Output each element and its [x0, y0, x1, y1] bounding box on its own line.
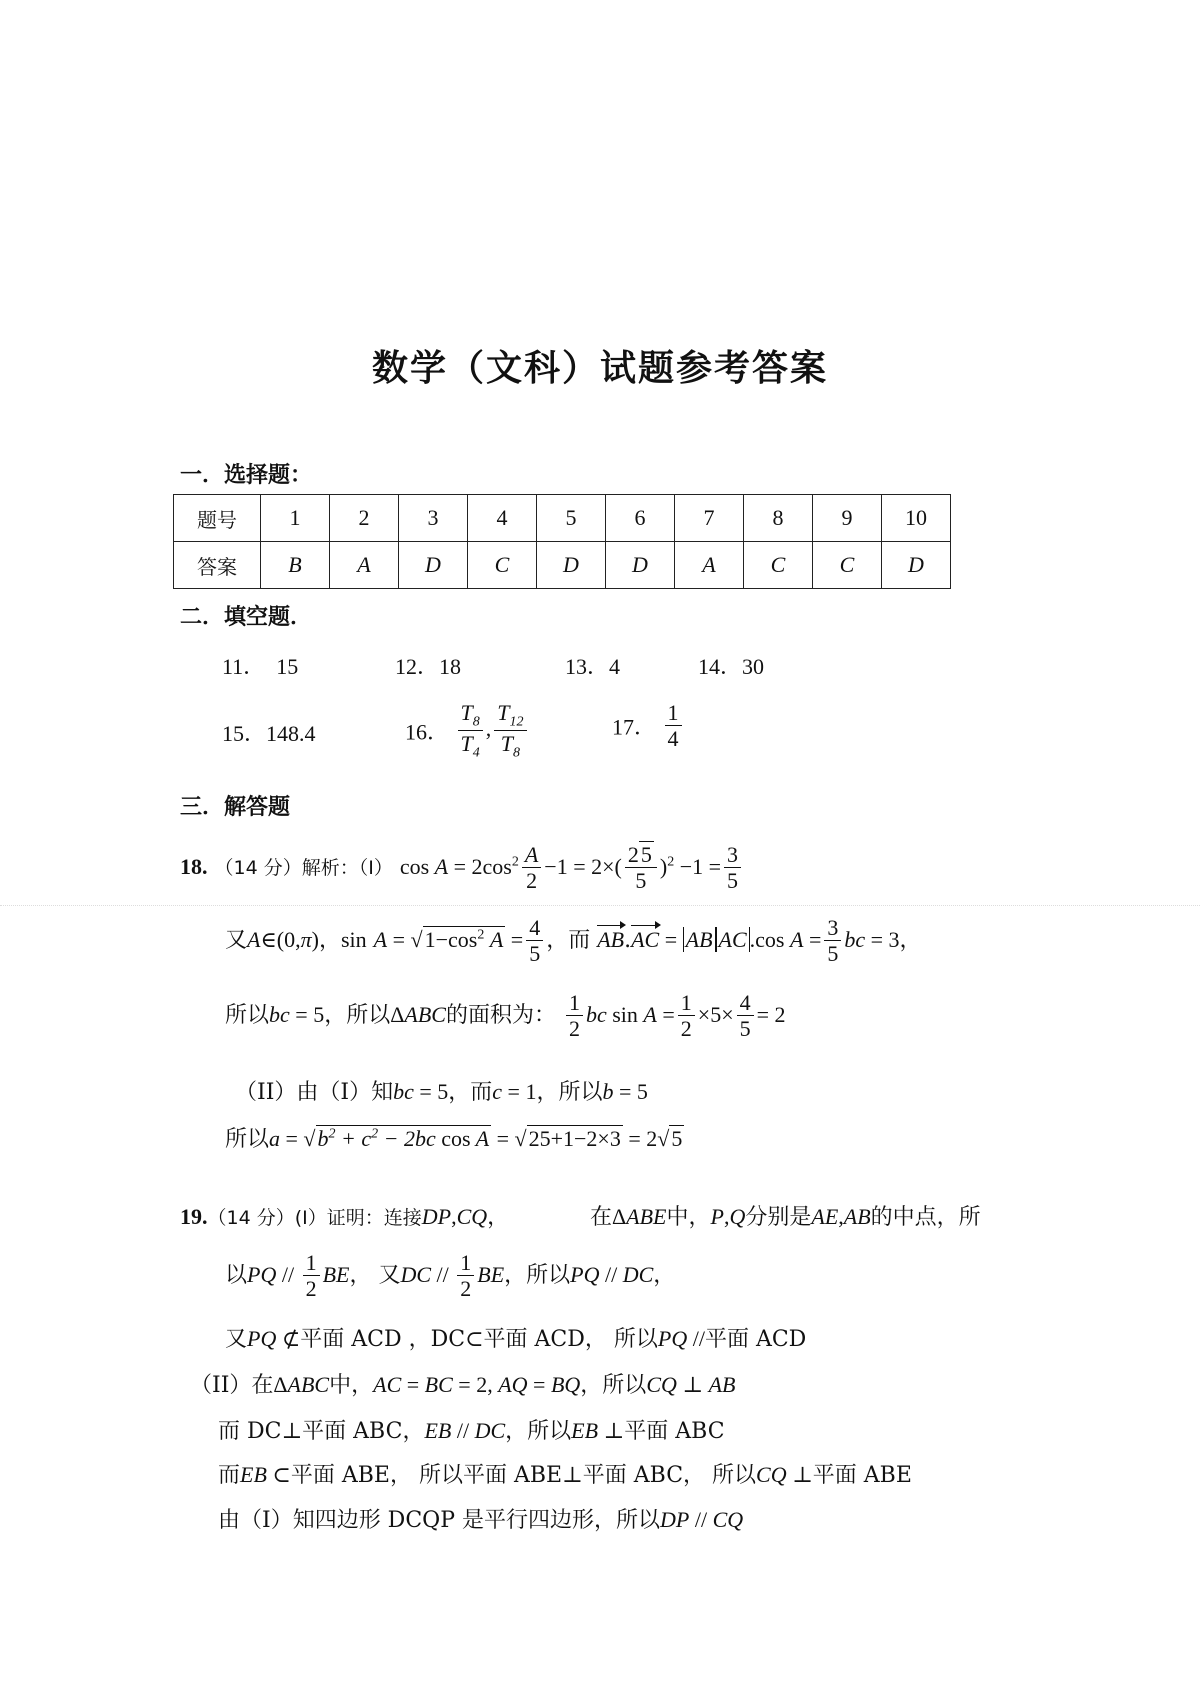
- table-cell: 6: [606, 495, 675, 542]
- fill-answer-16: 16． $\frac{T_8}{T_4}$ , $\frac{T_{12}}{T_8}$: [405, 700, 530, 762]
- table-cell: D: [882, 542, 951, 589]
- q18-line-4: （II）由（I）知bc = 5，而c = 1，所以b = 5: [235, 1079, 648, 1105]
- table-cell: A: [675, 542, 744, 589]
- q19-line-3: 又PQ ⊄平面 ACD ，DC⊂平面 ACD， 所以PQ //平面 ACD: [225, 1326, 807, 1352]
- fill-answer-15: 15．148.4: [222, 721, 316, 746]
- q19-line-5: 而 DC⊥平面 ABC，EB // DC，所以EB ⊥平面 ABC: [218, 1418, 725, 1444]
- fill-answer-11: 11． 15: [222, 654, 299, 679]
- table-cell: C: [468, 542, 537, 589]
- table-cell: 1: [261, 495, 330, 542]
- table-header-number: 题号: [174, 495, 261, 542]
- q19-line-4: （II）在ΔABC中，AC = BC = 2, AQ = BQ，所以CQ ⊥ AB: [190, 1372, 736, 1398]
- table-cell: 8: [744, 495, 813, 542]
- table-cell: C: [744, 542, 813, 589]
- table-cell: D: [399, 542, 468, 589]
- table-cell: 4: [468, 495, 537, 542]
- section-fill-heading: 二．填空题．: [180, 604, 313, 630]
- table-cell: D: [606, 542, 675, 589]
- q18-line-1: 18. （14 分）解析：（I） $\cos A = 2\cos^2$ $\frac{A}{2}$ −1 = 2×( $\frac{25}{5}$ )$^2$ −1 = $\frac{3}{5}$: [180, 842, 744, 894]
- q19-line-7: 由（I）知四边形 DCQP 是平行四边形，所以DP // CQ: [218, 1507, 744, 1533]
- table-cell: D: [537, 542, 606, 589]
- page-title: 数学（文科）试题参考答案: [371, 347, 828, 389]
- fill-answer-12: 12．18: [395, 654, 462, 679]
- fill-answer-13: 13．4: [565, 654, 621, 679]
- table-row-numbers: [174, 495, 951, 542]
- divider: [0, 905, 1200, 906]
- q19-line-2: 以PQ // $\frac{1}{2}$ BE， 又DC // $\frac{1}{2}$ BE，所以PQ // DC，: [225, 1250, 676, 1302]
- table-cell: C: [813, 542, 882, 589]
- q19-line-6: 而EB ⊂平面 ABE， 所以平面 ABE⊥平面 ABC， 所以CQ ⊥平面 ABE: [218, 1462, 912, 1488]
- table-cell: 5: [537, 495, 606, 542]
- choice-answer-table: [173, 494, 951, 589]
- table-cell: 2: [330, 495, 399, 542]
- table-cell: 10: [882, 495, 951, 542]
- fill-answer-14: 14．30: [698, 654, 765, 679]
- table-header-answer: 答案: [174, 542, 261, 589]
- table-cell: 3: [399, 495, 468, 542]
- table-cell: B: [261, 542, 330, 589]
- section-solution-heading: 三．解答题: [180, 794, 291, 820]
- q18-line-3: 所以bc = 5，所以ΔABC的面积为： $\frac{1}{2}$ bc sin A = $\frac{1}{2}$ ×5× $\frac{4}{5}$ = 2: [225, 990, 786, 1042]
- q18-line-5: 所以$a = √b^2 + c^2 - 2bc$ cos A = √25+1−2×3 = 2√5: [225, 1126, 683, 1152]
- section-choice-heading: 一．选择题：: [180, 462, 313, 488]
- q18-line-2: 又A∈(0,π)，$\sin A = √1-\cos^2$ A = $\frac{4}{5}$ ，而 AB.AC = AB AC .cos A = $\frac{3}{5}$ bc = 3，: [225, 915, 922, 967]
- q19-line-1b: 在ΔABE中，P,Q分别是AE,AB的中点，所: [590, 1204, 981, 1230]
- fill-answer-17: 17． $\frac{1}{4}$: [612, 700, 685, 752]
- q19-line-1: 19.（14 分）(I）证明：连接DP,CQ，: [180, 1204, 510, 1229]
- table-cell: 9: [813, 495, 882, 542]
- table-row-answers: [174, 542, 951, 589]
- table-cell: 7: [675, 495, 744, 542]
- table-cell: A: [330, 542, 399, 589]
